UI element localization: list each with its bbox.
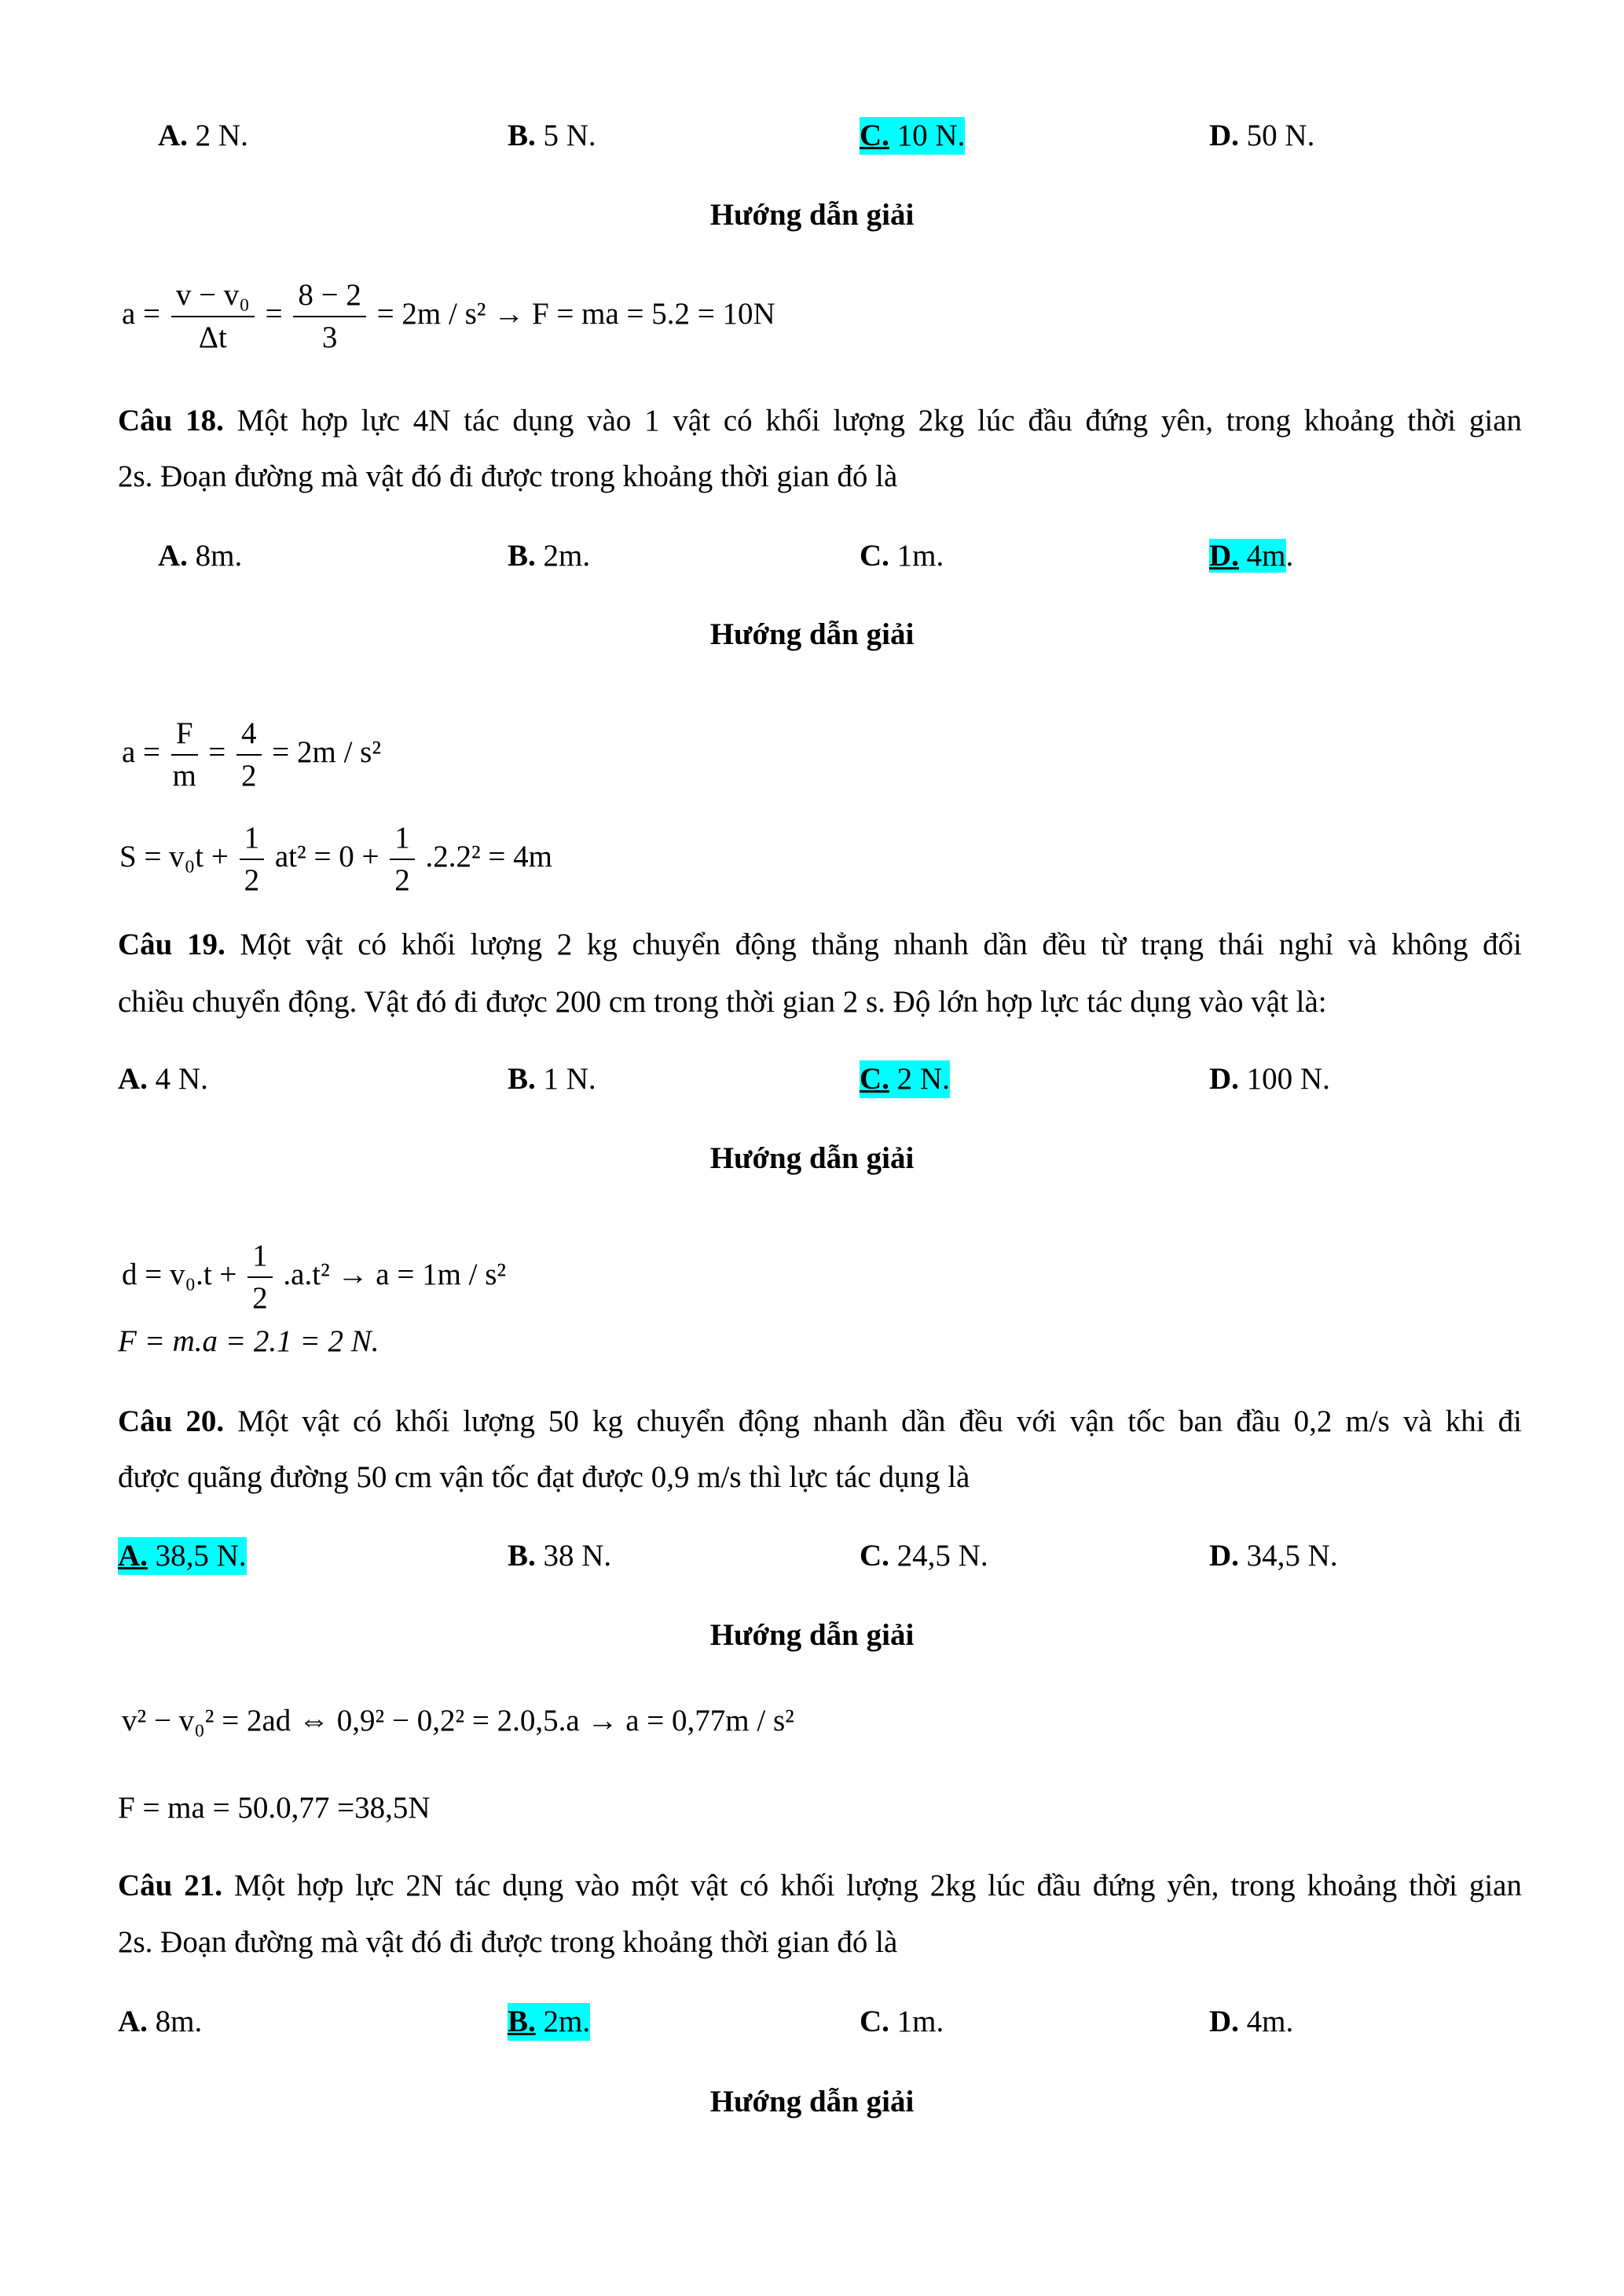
q20-option-b: B. 38 N. [508, 1539, 612, 1573]
fraction: $\frac{1}{2}$ [390, 818, 415, 901]
q19-option-c-correct: C. 2 N. [860, 1060, 950, 1098]
q18-formula-distance: S = v₀t + $\frac{1}{2}$ at² = 0 + $\frac{1}{2}$ .2.2² = 4m [119, 818, 552, 901]
q19-option-a: A. 4 N. [118, 1062, 208, 1096]
q17-formula: a = $\frac{\text{v − v₀}}{\Delta t}$ = $\frac{8 - 2}{3}$ = 2m / s² → F = ma = 5.2 = 10N [122, 275, 775, 358]
q20-question-line1: Câu 20. Một vật có khối lượng 50 kg chuyển động nhanh dần đều với vận tốc ban đầu 0,2 m/s và khi đi [118, 1404, 1522, 1438]
q17-option-a: A. 2 N. [158, 119, 248, 152]
q17-option-b: B. 5 N. [508, 119, 596, 152]
q18-question-line1: Câu 18. Một hợp lực 4N tác dụng vào 1 vật có khối lượng 2kg lúc đầu đứng yên, trong khoảng thời gian [118, 404, 1522, 438]
q18-formula-acceleration: a = $\frac{F}{m}$ = $\frac{4}{2}$ = 2m / s² [122, 713, 381, 796]
q21-question-line1: Câu 21. Một hợp lực 2N tác dụng vào một vật có khối lượng 2kg lúc đầu đứng yên, trong khoảng thời gian [118, 1869, 1522, 1902]
q21-guide-title: Hướng dẫn giải [709, 2085, 915, 2118]
q18-guide-title: Hướng dẫn giải [709, 617, 915, 651]
q20-option-d: D. 34,5 N. [1209, 1539, 1338, 1573]
q20-formula-force: F = ma = 50.0,77 =38,5N [118, 1791, 431, 1825]
q19-option-d: D. 100 N. [1209, 1062, 1330, 1096]
q17-option-c-correct: C. 10 N. [860, 117, 965, 155]
q19-option-b: B. 1 N. [508, 1062, 596, 1096]
fraction: $\frac{4}{2}$ [236, 713, 262, 796]
q18-option-a: A. 8m. [158, 539, 243, 573]
fraction: $\frac{1}{2}$ [240, 818, 265, 901]
q20-formula-acceleration: v² − v₀² = 2ad ⇔ 0,9² − 0,2² = 2.0,5.a → a = 0,77m / s² [122, 1704, 794, 1738]
q20-guide-title: Hướng dẫn giải [709, 1618, 915, 1652]
fraction: $\frac{8 - 2}{3}$ [293, 275, 366, 358]
fraction: $\frac{\text{v − v₀}}{\Delta t}$ [171, 275, 255, 358]
q19-formula-distance: d = v₀.t + $\frac{1}{2}$ .a.t² → a = 1m / s² [122, 1236, 506, 1319]
q19-guide-title: Hướng dẫn giải [709, 1141, 915, 1175]
q18-option-c: C. 1m. [860, 539, 944, 573]
fraction: $\frac{F}{m}$ [171, 713, 198, 796]
q18-option-b: B. 2m. [508, 539, 591, 573]
q20-question-line2: được quãng đường 50 cm vận tốc đạt được 0,9 m/s thì lực tác dụng là [118, 1460, 970, 1494]
q18-option-d-correct: D. 4m. [1209, 539, 1294, 573]
q21-option-d: D. 4m. [1209, 2005, 1294, 2038]
q18-question-line2: 2s. Đoạn đường mà vật đó đi được trong khoảng thời gian đó là [118, 460, 898, 493]
q20-option-c: C. 24,5 N. [860, 1539, 988, 1573]
fraction: $\frac{1}{2}$ [247, 1236, 273, 1319]
q21-option-c: C. 1m. [860, 2005, 944, 2038]
q21-option-a: A. 8m. [118, 2005, 203, 2038]
q21-option-b-correct: B. 2m. [508, 2003, 590, 2041]
q21-question-line2: 2s. Đoạn đường mà vật đó đi được trong khoảng thời gian đó là [118, 1925, 898, 1959]
q17-guide-title: Hướng dẫn giải [709, 198, 915, 232]
q20-option-a-correct: A. 38,5 N. [118, 1537, 247, 1575]
q19-question-line1: Câu 19. Một vật có khối lượng 2 kg chuyển động thẳng nhanh dần đều từ trạng thái nghỉ và không đổi [118, 928, 1522, 961]
q17-option-d: D. 50 N. [1209, 119, 1315, 152]
q19-formula-force: F = m.a = 2.1 = 2 N. [118, 1324, 379, 1358]
q19-question-line2: chiều chuyển động. Vật đó đi được 200 cm trong thời gian 2 s. Độ lớn hợp lực tác dụng vào vật là: [118, 985, 1327, 1019]
